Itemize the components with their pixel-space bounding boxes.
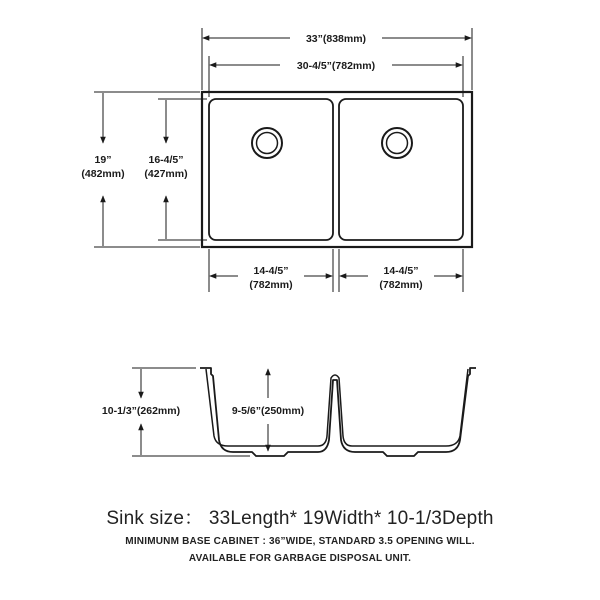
right-drain-icon	[382, 128, 412, 158]
right-bowl-width-mm-label: (782mm)	[379, 279, 423, 291]
sink-size-caption: Sink size： 33Length* 19Width* 10-1/3Depth	[106, 508, 494, 529]
side-view-labels	[98, 402, 304, 418]
bowl-depth-label: 9-5/6”(250mm)	[231, 405, 305, 417]
overall-depth-mm-label: (482mm)	[81, 168, 125, 180]
base-cabinet-note: MINIMUNM BASE CABINET : 36”WIDE, STANDARD 3.5 OPENING WILL.	[125, 536, 475, 547]
overall-height-label: 10-1/3”(262mm)	[101, 405, 181, 417]
left-bowl-width-label: 14-4/5”	[253, 265, 289, 277]
top-view-labels	[81, 30, 434, 291]
inner-depth-label: 16-4/5”	[148, 154, 184, 166]
left-bowl	[209, 99, 333, 240]
left-drain-icon	[252, 128, 282, 158]
right-bowl-width-label: 14-4/5”	[383, 265, 419, 277]
left-bowl-width-mm-label: (782mm)	[249, 279, 293, 291]
overall-width-label: 33”(838mm)	[305, 33, 367, 45]
sink-outer-outline	[202, 92, 472, 247]
overall-depth-label: 19”	[94, 154, 112, 166]
inner-depth-mm-label: (427mm)	[144, 168, 188, 180]
inner-width-label: 30-4/5”(782mm)	[296, 60, 376, 72]
garbage-disposal-note: AVAILABLE FOR GARBAGE DISPOSAL UNIT.	[188, 553, 412, 564]
right-bowl	[339, 99, 463, 240]
